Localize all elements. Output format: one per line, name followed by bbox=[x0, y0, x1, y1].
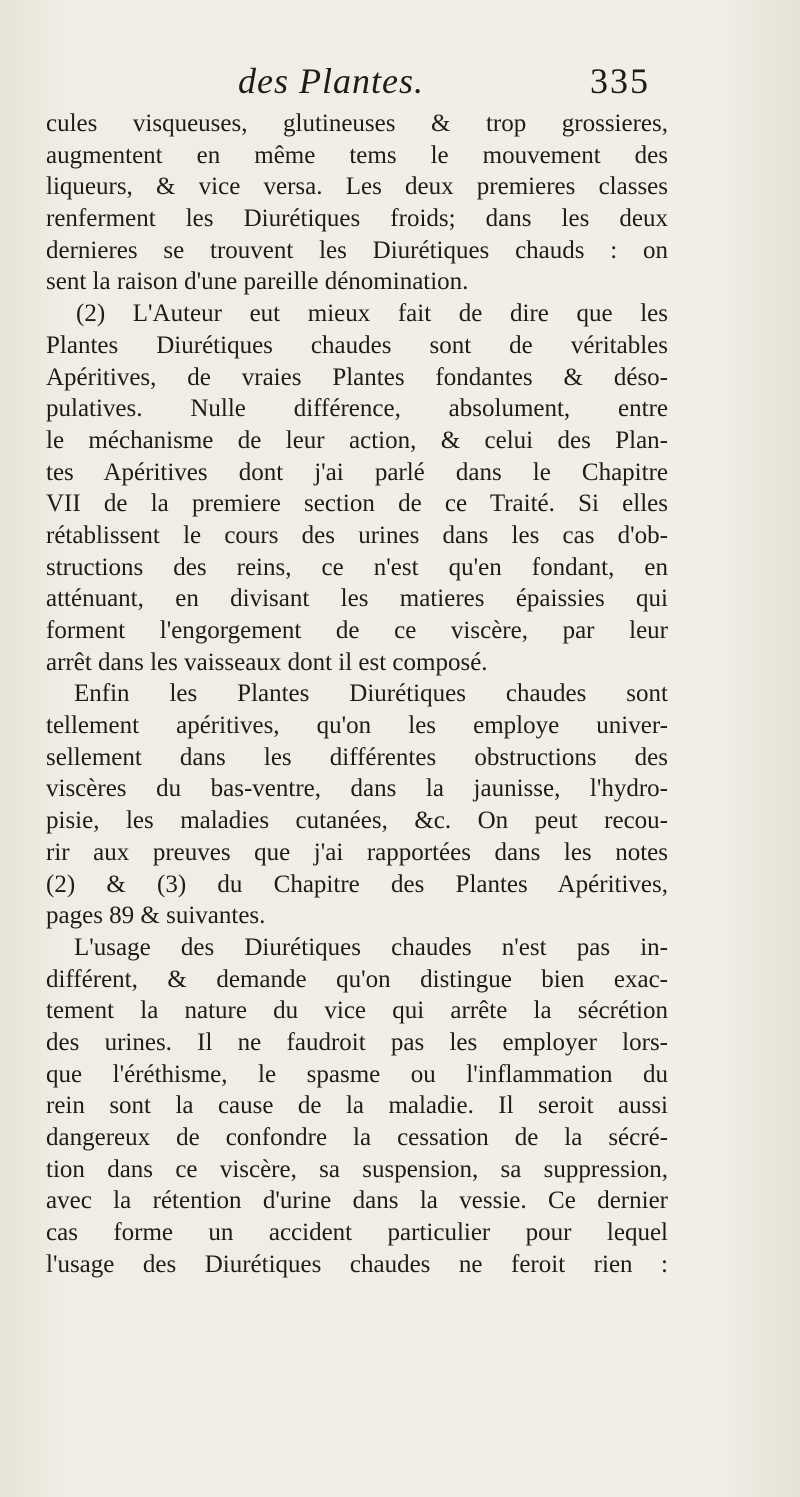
text-line: dernieres se trouvent les Diurétiques chauds : on bbox=[46, 236, 668, 264]
text-line: différent, & demande qu'on distingue bien exac- bbox=[46, 965, 668, 993]
page-header bbox=[0, 60, 800, 104]
text-line: sent la raison d'une pareille dénomination. bbox=[46, 268, 469, 296]
text-line: rein sont la cause de la maladie. Il seroit aussi bbox=[46, 1092, 668, 1120]
text-line: tement la nature du vice qui arrête la sécrétion bbox=[46, 997, 668, 1025]
text-line: Plantes Diurétiques chaudes sont de véritables bbox=[46, 331, 668, 359]
text-line: tion dans ce viscère, sa suspension, sa suppression, bbox=[46, 1155, 668, 1183]
note-2-start: (2) L'Auteur eut mieux fait de dire que les bbox=[76, 300, 668, 328]
text-line: des urines. Il ne faudroit pas les employer lors- bbox=[46, 1028, 668, 1056]
text-line: tes Apéritives dont j'ai parlé dans le Chapitre bbox=[46, 458, 668, 486]
text-line: arrêt dans les vaisseaux dont il est composé. bbox=[46, 648, 488, 676]
page-number: 335 bbox=[590, 61, 650, 101]
text-line: augmentent en même tems le mouvement des bbox=[46, 141, 668, 169]
text-line: (2) & (3) du Chapitre des Plantes Apéritives, bbox=[46, 870, 668, 898]
text-line: viscères du bas-ventre, dans la jaunisse, l'hydro- bbox=[46, 775, 668, 803]
text-line: renferment les Diurétiques froids; dans les deux bbox=[46, 205, 668, 233]
text-line: rétablissent le cours des urines dans les cas d'ob- bbox=[46, 521, 668, 549]
paragraph-start: Enfin les Plantes Diurétiques chaudes sont bbox=[74, 680, 668, 708]
paragraph-start: L'usage des Diurétiques chaudes n'est pas in- bbox=[74, 933, 668, 961]
text-line: pages 89 & suivantes. bbox=[46, 902, 266, 930]
text-line: l'usage des Diurétiques chaudes ne feroit rien : bbox=[46, 1250, 668, 1278]
text-line: avec la rétention d'urine dans la vessie. Ce dernier bbox=[46, 1187, 668, 1215]
text-line: pulatives. Nulle différence, absolument, entre bbox=[46, 395, 668, 423]
text-line: atténuant, en divisant les matieres épaissies qui bbox=[46, 585, 668, 613]
text-line: forment l'engorgement de ce viscère, par leur bbox=[46, 617, 668, 644]
text-line: cules visqueuses, glutineuses & trop grossieres, bbox=[46, 110, 668, 137]
text-line: structions des reins, ce n'est qu'en fondant, en bbox=[46, 553, 668, 581]
text-line: dangereux de confondre la cessation de la sécré- bbox=[46, 1124, 668, 1151]
text-line: sellement dans les différentes obstructions des bbox=[46, 743, 668, 771]
text-line: cas forme un accident particulier pour lequel bbox=[46, 1219, 668, 1247]
text-line: Apéritives, de vraies Plantes fondantes & déso- bbox=[46, 363, 668, 391]
text-line: VII de la premiere section de ce Traité. Si elles bbox=[46, 490, 668, 518]
text-line: liqueurs, & vice versa. Les deux premieres classes bbox=[46, 173, 668, 201]
text-line: que l'éréthisme, le spasme ou l'inflammation du bbox=[46, 1060, 668, 1088]
text-line: rir aux preuves que j'ai rapportées dans les notes bbox=[46, 838, 668, 866]
text-line: pisie, les maladies cutanées, &c. On peut recou- bbox=[46, 807, 668, 835]
text-line: le méchanisme de leur action, & celui des Plan- bbox=[46, 426, 668, 454]
text-line: tellement apéritives, qu'on les employe univer- bbox=[46, 712, 668, 740]
body-text bbox=[46, 108, 668, 1280]
running-title: des Plantes. bbox=[238, 61, 424, 101]
